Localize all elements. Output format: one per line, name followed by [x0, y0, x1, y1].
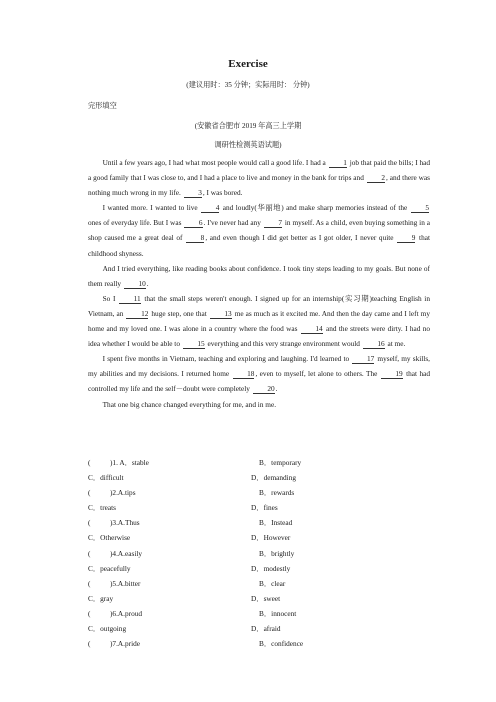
blank-15: 15	[183, 339, 205, 349]
option-text: )5.A.bitter	[110, 578, 141, 588]
option-text: )3.A.Thus	[110, 518, 140, 528]
option-right: B．temporary	[259, 458, 302, 467]
blank-20: 20	[253, 384, 275, 394]
paragraph-4: So I 11 that the small steps weren't enough. I signed up for an internship(实习期)teaching English in Vietnam, an 12 huge step, one that 13 me as much as it excited me. And then the day came and I left my home and my loved one. I was alone in a country where the food was 14 and the streets were dirty. I had no idea whether I would be able to 15 everything and this very strange environment would 16 at me.	[88, 293, 430, 349]
option-text: C．treats	[88, 503, 116, 513]
blank-2: 2	[367, 173, 385, 183]
option-text: )6.A.proud	[110, 608, 143, 618]
option-row	[88, 561, 430, 576]
option-text: )2.A.tips	[110, 488, 136, 498]
option-right: B．confidence	[259, 639, 304, 649]
option-left	[88, 636, 140, 651]
section-heading: 完形填空	[88, 102, 117, 110]
cloze-passage	[88, 155, 430, 412]
blank-13: 13	[210, 309, 232, 319]
paragraph-6: That one big chance changed everything for me, and in me.	[102, 399, 277, 409]
option-text: C．difficult	[88, 473, 124, 483]
option-right: D．modestly	[251, 563, 291, 573]
blank-3: 3	[184, 188, 202, 198]
option-left	[88, 621, 126, 636]
option-row	[88, 500, 430, 515]
option-left	[88, 515, 140, 530]
time-note: (建议用时：35 分钟；实际用时： 分钟)	[186, 81, 310, 89]
option-right: B．clear	[259, 578, 286, 588]
option-right: B．innocent	[259, 608, 297, 618]
option-left	[88, 455, 149, 470]
option-row	[88, 515, 430, 530]
option-row	[88, 485, 430, 500]
answer-paren: (	[88, 458, 91, 467]
answer-paren: (	[88, 518, 91, 528]
blank-1: 1	[329, 158, 347, 168]
blank-5: 5	[411, 203, 429, 213]
blank-7: 7	[264, 218, 282, 228]
option-right: D．demanding	[251, 473, 296, 483]
answer-paren: (	[88, 548, 91, 558]
option-right: D．fines	[251, 503, 278, 513]
blank-9: 9	[397, 233, 415, 243]
answer-paren: (	[88, 639, 91, 649]
paragraph-3: And I tried everything, like reading books about confidence. I took tiny steps leading to my goals. But none of them really 10.	[88, 263, 430, 288]
option-text: )7.A.pride	[110, 639, 140, 649]
option-right: B．rewards	[259, 488, 295, 498]
blank-8: 8	[186, 233, 204, 243]
blank-10: 10	[124, 279, 146, 289]
option-text: C．gray	[88, 593, 114, 603]
blank-12: 12	[126, 309, 148, 319]
option-row	[88, 470, 430, 485]
option-row	[88, 576, 430, 591]
option-right: B．Instead	[259, 518, 293, 528]
answer-paren: (	[88, 608, 91, 618]
option-left	[88, 591, 113, 606]
option-left	[88, 470, 124, 485]
blank-19: 19	[381, 369, 403, 379]
answer-paren: (	[88, 578, 91, 588]
option-left	[88, 500, 116, 515]
blank-11: 11	[119, 294, 141, 304]
option-row	[88, 606, 430, 621]
option-text: C．Otherwise	[88, 533, 131, 543]
option-left	[88, 606, 142, 621]
option-text: )1. A．stable	[110, 458, 149, 467]
option-left	[88, 485, 136, 500]
source-line-1: (安徽省合肥市 2019 年高三上学期	[194, 122, 302, 130]
option-left	[88, 561, 131, 576]
option-row	[88, 455, 430, 470]
option-text: C．outgoing	[88, 624, 127, 634]
option-left	[88, 546, 142, 561]
option-right: D．sweet	[251, 593, 281, 603]
paragraph-1: Until a few years ago, I had what most people would call a good life. I had a 1 job that paid the bills; I had a good family that I was close to, and I had a place to live and money in the bank for trips and 2, and there was nothing much wrong in my life. 3, I was bored.	[88, 158, 430, 198]
blank-14: 14	[301, 324, 323, 334]
blank-18: 18	[233, 369, 255, 379]
option-row	[88, 636, 430, 651]
option-row	[88, 621, 430, 636]
blank-16: 16	[363, 339, 385, 349]
blank-4: 4	[201, 203, 219, 213]
option-text: )4.A.easily	[110, 548, 143, 558]
answer-paren: (	[88, 488, 91, 498]
page-title: Exercise	[228, 58, 268, 70]
paragraph-5: I spent five months in Vietnam, teaching and exploring and laughing. I'd learned to 17 myself, my skills, my abilities and my decisions. I returned home 18, even to myself, let alone to others. The 19 that had controlled my life and the self－doubt were completely 20.	[88, 354, 430, 394]
blank-6: 6	[184, 218, 202, 228]
paragraph-2: I wanted more. I wanted to live 4 and loudly(华丽地) and make sharp memories instead of the 5 ones of everyday life. But I was 6. I've never had any 7 in myself. As a child, even buying something in a shop caused me a great deal of 8, and even though I did get better as I got older, I never quite 9 that childhood shyness.	[88, 203, 430, 258]
option-text: C．peacefully	[88, 563, 131, 573]
option-left	[88, 576, 140, 591]
question-options	[88, 455, 430, 651]
option-row	[88, 546, 430, 561]
option-left	[88, 530, 130, 545]
option-right: D．afraid	[251, 624, 281, 634]
option-row	[88, 591, 430, 606]
option-right: B．brightly	[259, 548, 295, 558]
blank-17: 17	[352, 354, 374, 364]
option-right: D．However	[251, 533, 291, 543]
option-row	[88, 530, 430, 545]
source-line-2: 调研性检测英语试题)	[214, 141, 282, 149]
